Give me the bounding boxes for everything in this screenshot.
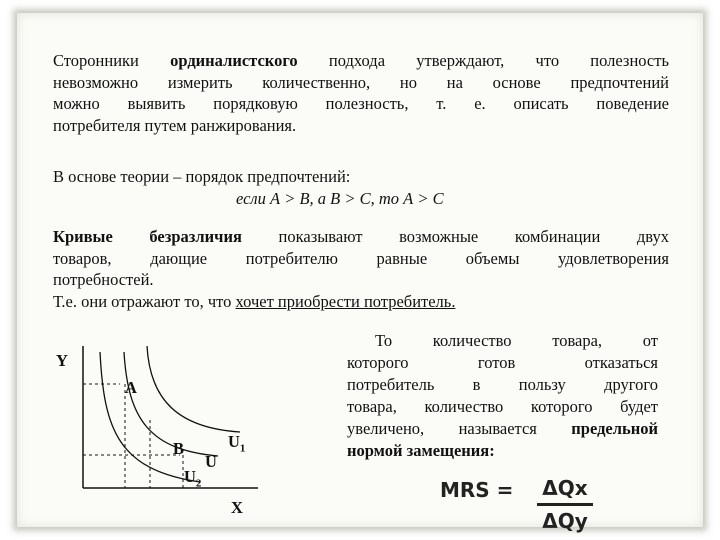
mrs-label: MRS =	[440, 478, 514, 502]
underlined-phrase: хочет приобрести потребитель.	[235, 291, 456, 311]
indifference-paragraph: Кривые безразличия показывают возможные комбинации двух товаров, дающие потребителю равные объемы удовлетворения потребностей. Т.е. они отражают то, что хочет приобрести потребитель.	[53, 227, 670, 311]
preference-formula: если А > В, а В > С, то А > С	[236, 189, 444, 208]
u1-label: $U_1$	[228, 432, 246, 455]
u-label: U	[205, 452, 217, 471]
mrs-numerator: ΔQx	[542, 476, 588, 500]
indifference-term: Кривые безразличия	[53, 227, 242, 246]
mrs-denominator: ΔQy	[542, 509, 588, 533]
indifference-curve-middle	[124, 352, 218, 456]
theory-basis: В основе теории – порядок предпочтений:	[53, 167, 351, 186]
y-axis-label: Y	[56, 351, 68, 370]
mrs-fraction	[537, 476, 593, 533]
mrs-definition: То количество товара, от которого готов отказаться потребитель в пользу другого товара, количество которого будет увеличено, называется предельной нормой замещения:	[347, 331, 658, 460]
point-a-label: A	[125, 378, 137, 397]
ordinalist-term: ординалистского	[170, 51, 298, 70]
x-axis-label: X	[231, 498, 243, 517]
fraction-bar	[537, 503, 593, 506]
indifference-curve-outer	[147, 346, 240, 432]
u2-label: $U_2$	[184, 467, 202, 490]
point-b-label: B	[173, 439, 185, 458]
intro-paragraph: Сторонники ординалистского подхода утверждают, что полезность невозможно измерить количественно, но на основе предпочтений можно выявить порядковую полезность, т. е. описать поведение потребителя путем ранжирования.	[53, 51, 669, 135]
